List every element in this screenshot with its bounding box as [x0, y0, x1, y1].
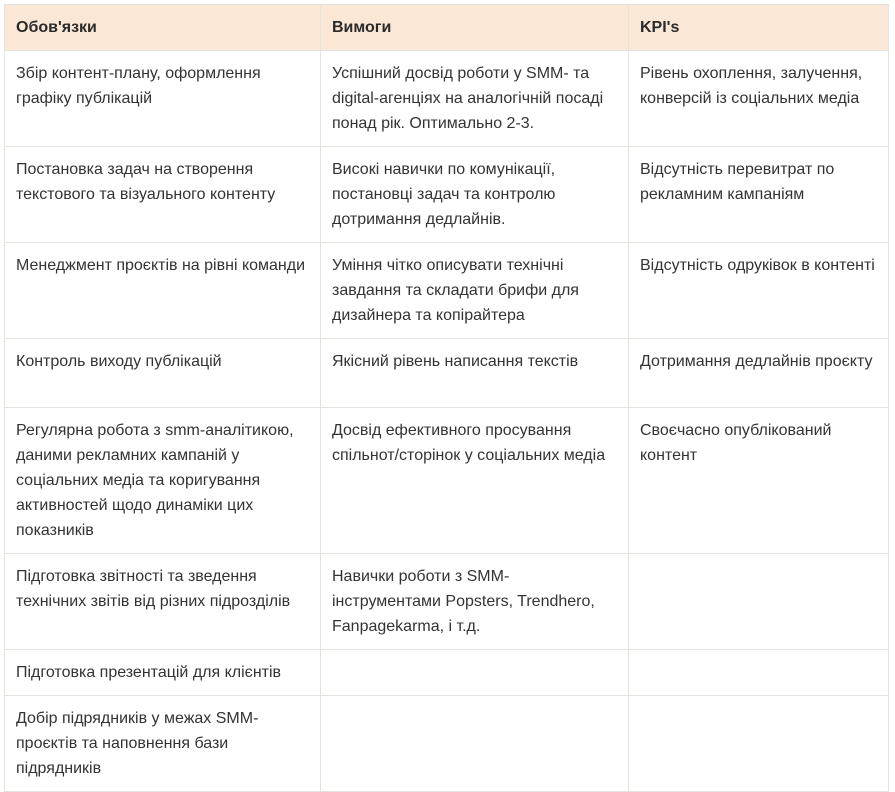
responsibilities-table: [4, 4, 889, 792]
document-table-container: [4, 4, 888, 792]
cell-kpi: [629, 554, 889, 650]
cell-responsibility: Підготовка звітності та зведення технічних звітів від різних підрозділів: [5, 554, 321, 650]
cell-requirement: Високі навички по комунікації, постановці задач та контролю дотримання дедлайнів.: [321, 147, 629, 243]
header-cell-kpis: KPI's: [629, 5, 889, 51]
header-cell-responsibilities: Обов'язки: [5, 5, 321, 51]
cell-kpi: Відсутність перевитрат по рекламним кампаніям: [629, 147, 889, 243]
cell-requirement: Уміння чітко описувати технічні завдання та складати брифи для дизайнера та копірайтера: [321, 243, 629, 339]
cell-requirement: Успішний досвід роботи у SMM- та digital-агенціях на аналогічній посаді понад рік. Оптимально 2-3.: [321, 51, 629, 147]
table-row: [5, 696, 889, 792]
cell-requirement: [321, 696, 629, 792]
cell-requirement: [321, 650, 629, 696]
cell-responsibility: Добір підрядників у межах SMM-проєктів та наповнення бази підрядників: [5, 696, 321, 792]
table-row: [5, 408, 889, 554]
cell-responsibility: Менеджмент проєктів на рівні команди: [5, 243, 321, 339]
cell-responsibility: Постановка задач на створення текстового та візуального контенту: [5, 147, 321, 243]
table-row: [5, 243, 889, 339]
cell-responsibility: Контроль виходу публікацій: [5, 339, 321, 408]
cell-kpi: Рівень охоплення, залучення, конверсій із соціальних медіа: [629, 51, 889, 147]
cell-kpi: [629, 696, 889, 792]
cell-kpi: Своєчасно опублікований контент: [629, 408, 889, 554]
table-row: [5, 51, 889, 147]
cell-kpi: Дотримання дедлайнів проєкту: [629, 339, 889, 408]
table-row: [5, 650, 889, 696]
table-row: [5, 554, 889, 650]
cell-responsibility: Регулярна робота з smm-аналітикою, даними рекламних кампаній у соціальних медіа та коригування активностей щодо динаміки цих показників: [5, 408, 321, 554]
cell-responsibility: Збір контент-плану, оформлення графіку публікацій: [5, 51, 321, 147]
cell-responsibility: Підготовка презентацій для клієнтів: [5, 650, 321, 696]
table-header: [5, 5, 889, 51]
table-body: [5, 51, 889, 792]
header-row: [5, 5, 889, 51]
cell-kpi: Відсутність одруківок в контенті: [629, 243, 889, 339]
table-row: [5, 339, 889, 408]
cell-requirement: Досвід ефективного просування спільнот/сторінок у соціальних медіа: [321, 408, 629, 554]
cell-requirement: Навички роботи з SMM-інструментами Popsters, Trendhero, Fanpagekarma, і т.д.: [321, 554, 629, 650]
header-cell-requirements: Вимоги: [321, 5, 629, 51]
table-row: [5, 147, 889, 243]
cell-requirement: Якісний рівень написання текстів: [321, 339, 629, 408]
cell-kpi: [629, 650, 889, 696]
